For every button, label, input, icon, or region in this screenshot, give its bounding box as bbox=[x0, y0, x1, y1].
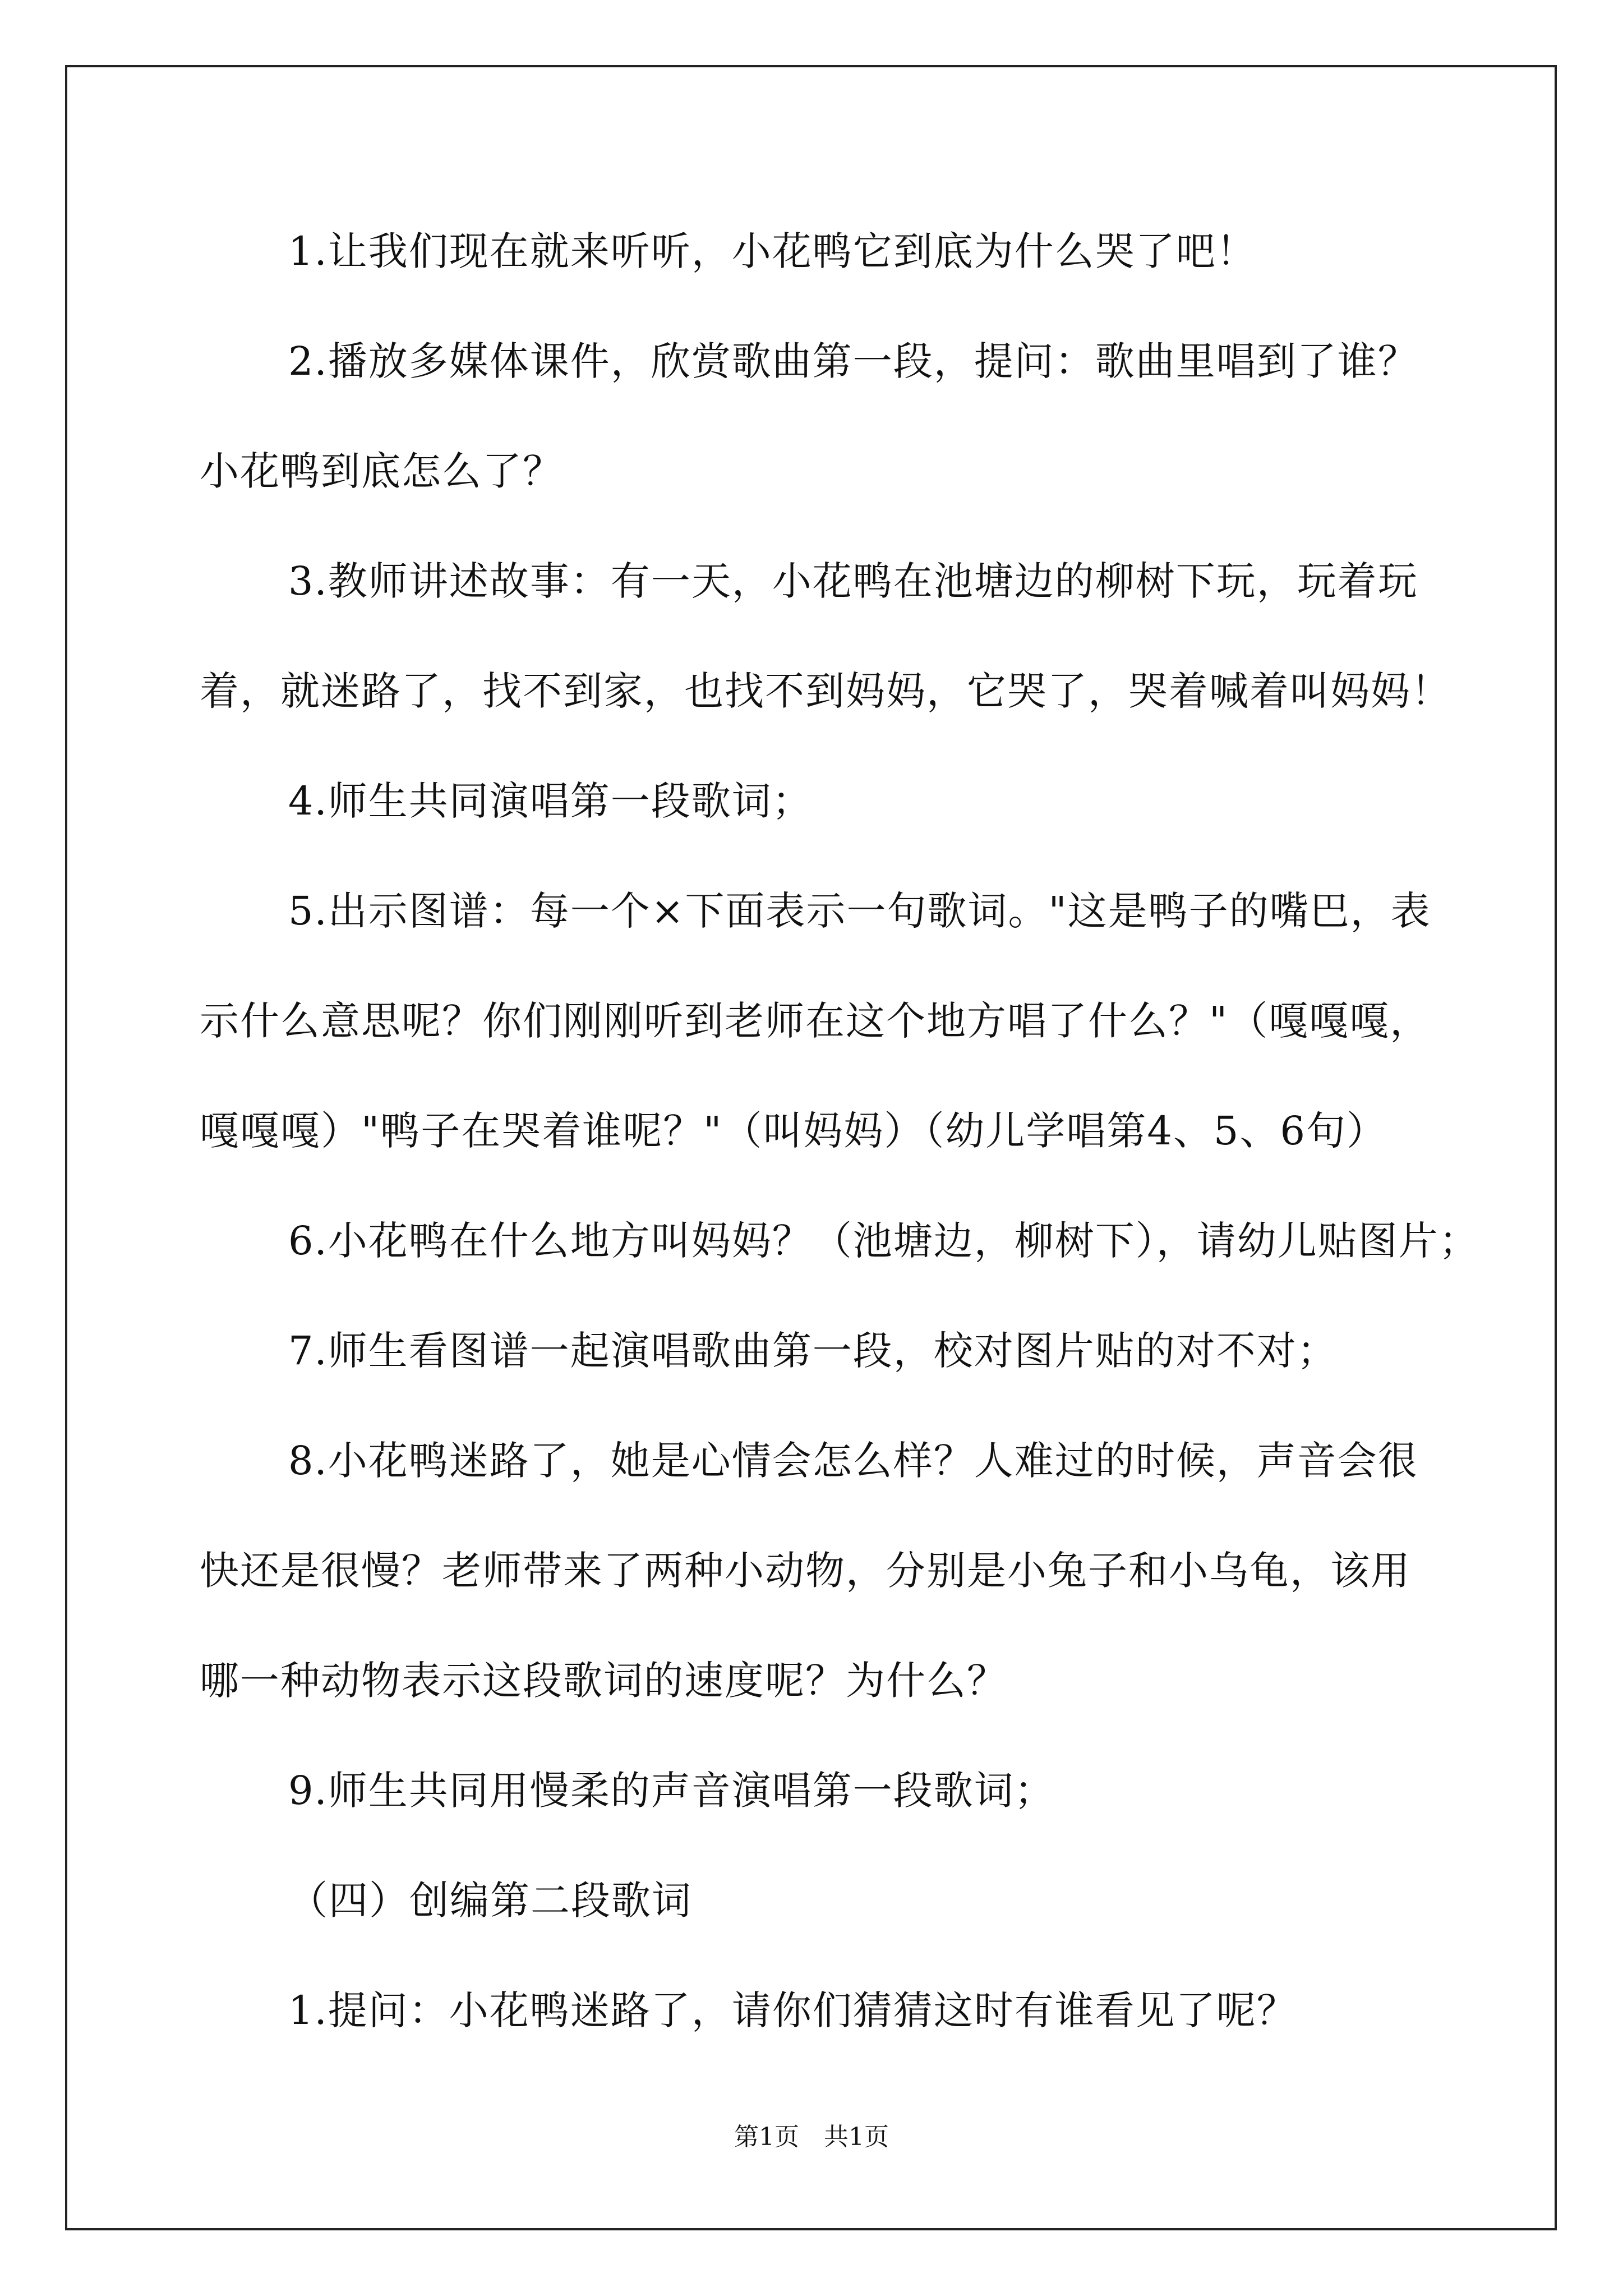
paragraph-6-line-1: 6.小花鸭在什么地方叫妈妈？（池塘边，柳树下），请幼儿贴图片； bbox=[288, 1218, 1479, 1264]
paragraph-8-line-2: 快还是很慢？老师带来了两种小动物，分别是小兔子和小乌龟，该用 bbox=[200, 1548, 1411, 1594]
page-number: 第1页 共1页 bbox=[734, 2123, 889, 2151]
paragraph-9-line-1: 9.师生共同用慢柔的声音演唱第一段歌词； bbox=[288, 1768, 1055, 1814]
paragraph-1-line-1: 1.让我们现在就来听听，小花鸭它到底为什么哭了吧！ bbox=[288, 228, 1257, 274]
paragraph-2-line-2: 小花鸭到底怎么了？ bbox=[200, 448, 563, 494]
paragraph-2-line-1: 2.播放多媒体课件，欣赏歌曲第一段，提问：歌曲里唱到了谁？ bbox=[288, 338, 1418, 384]
paragraph-5-line-2: 示什么意思呢？你们刚刚听到老师在这个地方唱了什么？"（嘎嘎嘎， bbox=[200, 998, 1431, 1044]
paragraph-8-line-1: 8.小花鸭迷路了，她是心情会怎么样？人难过的时候，声音会很 bbox=[288, 1438, 1418, 1484]
paragraph-3-line-1: 3.教师讲述故事：有一天，小花鸭在池塘边的柳树下玩，玩着玩 bbox=[288, 558, 1418, 604]
paragraph-10-line-1: 1.提问：小花鸭迷路了，请你们猜猜这时有谁看见了呢？ bbox=[288, 1987, 1297, 2033]
paragraph-7-line-1: 7.师生看图谱一起演唱歌曲第一段，校对图片贴的对不对； bbox=[288, 1328, 1338, 1374]
section-heading: （四）创编第二段歌词 bbox=[288, 1878, 692, 1924]
paragraph-4-line-1: 4.师生共同演唱第一段歌词； bbox=[288, 778, 813, 824]
paragraph-5-line-3: 嘎嘎嘎）"鸭子在哭着谁呢？"（叫妈妈）（幼儿学唱第4、5、6句） bbox=[200, 1108, 1387, 1154]
paragraph-8-line-3: 哪一种动物表示这段歌词的速度呢？为什么？ bbox=[200, 1658, 1007, 1704]
paragraph-5-line-1: 5.出示图谱：每一个×下面表示一句歌词。"这是鸭子的嘴巴，表 bbox=[288, 888, 1431, 934]
paragraph-3-line-2: 着，就迷路了，找不到家，也找不到妈妈，它哭了，哭着喊着叫妈妈！ bbox=[200, 668, 1451, 714]
